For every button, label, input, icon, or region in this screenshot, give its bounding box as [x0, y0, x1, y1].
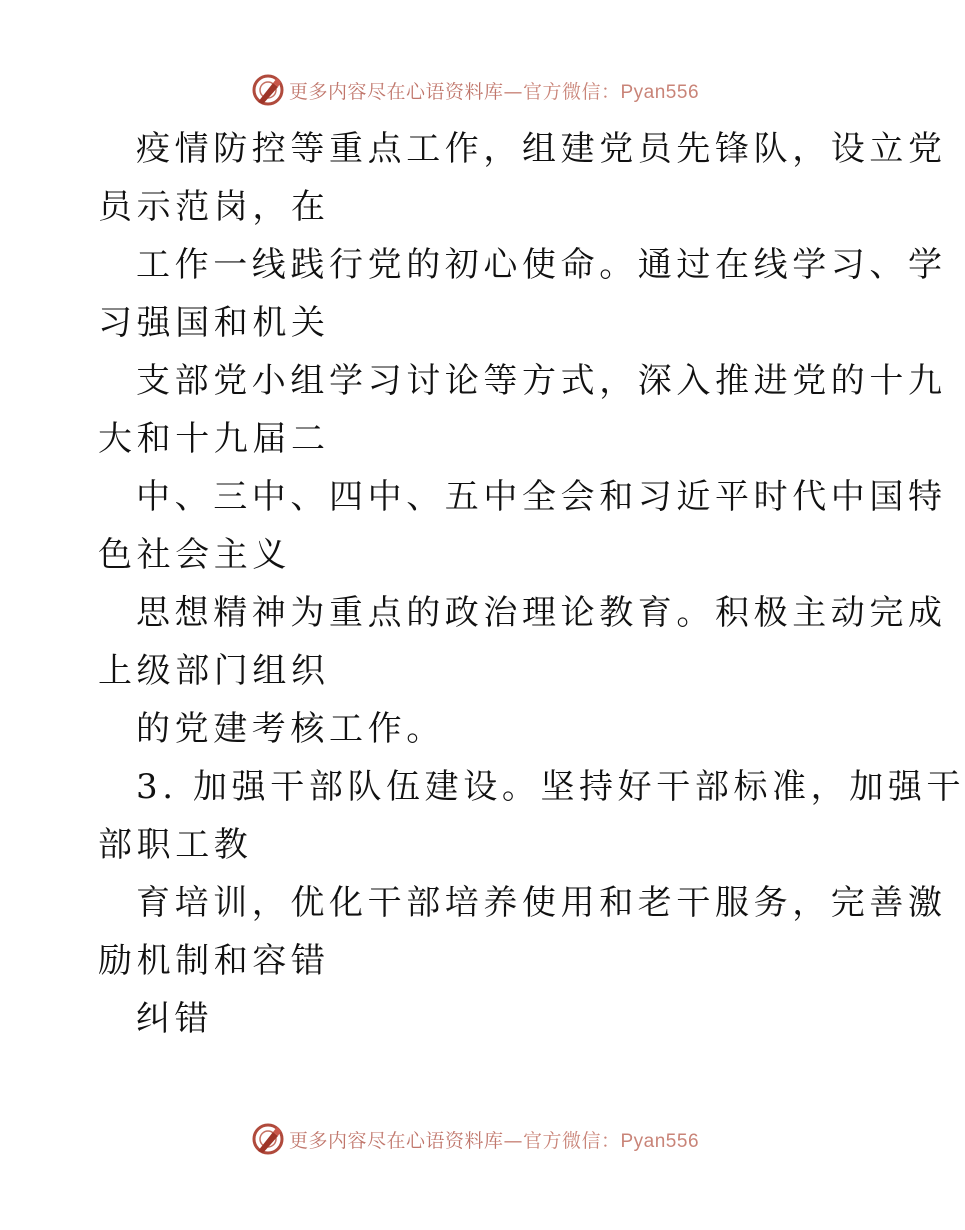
text-line: 员示范岗，在 — [98, 187, 330, 227]
text-line: 工作一线践行党的初心使命。通过在线学习、学 — [136, 245, 947, 285]
text-line: 疫情防控等重点工作，组建党员先锋队，设立党 — [136, 129, 947, 169]
banner-wechat-handle: Pyan556 — [620, 1130, 700, 1152]
text-line: 习强国和机关 — [98, 303, 330, 343]
text-line: 3. 加强干部队伍建设。坚持好干部标准，加强干 — [136, 767, 965, 807]
text-line: 中、三中、四中、五中全会和习近平时代中国特 — [136, 477, 947, 517]
banner-brand: 更多内容尽在心语资料库 — [288, 80, 504, 103]
header-banner — [0, 70, 950, 110]
banner-brand: 更多内容尽在心语资料库 — [288, 1129, 504, 1152]
banner-wechat-handle: Pyan556 — [620, 81, 700, 103]
text-line: 励机制和容错 — [98, 941, 330, 981]
text-line: 思想精神为重点的政治理论教育。积极主动完成 — [136, 593, 947, 633]
text-line: 纠错 — [136, 999, 214, 1039]
banner-text — [289, 1126, 699, 1153]
banner-official-label: 官方微信： — [522, 80, 621, 103]
text-line: 支部党小组学习讨论等方式，深入推进党的十九 — [136, 361, 947, 401]
banner-text — [289, 77, 699, 104]
pen-in-circle-icon — [251, 73, 285, 107]
footer-banner — [0, 1119, 950, 1159]
text-line: 育培训，优化干部培养使用和老干服务，完善激 — [136, 883, 947, 923]
text-line: 的党建考核工作。 — [136, 709, 445, 749]
document-body — [98, 120, 965, 1048]
banner-official-label: 官方微信： — [522, 1129, 621, 1152]
banner-separator: — — [503, 1129, 523, 1152]
banner-separator: — — [503, 80, 523, 103]
text-line: 部职工教 — [98, 825, 253, 865]
text-line: 色社会主义 — [98, 535, 291, 575]
text-line: 大和十九届二 — [98, 419, 330, 459]
pen-in-circle-icon — [251, 1122, 285, 1156]
text-line: 上级部门组织 — [98, 651, 330, 691]
